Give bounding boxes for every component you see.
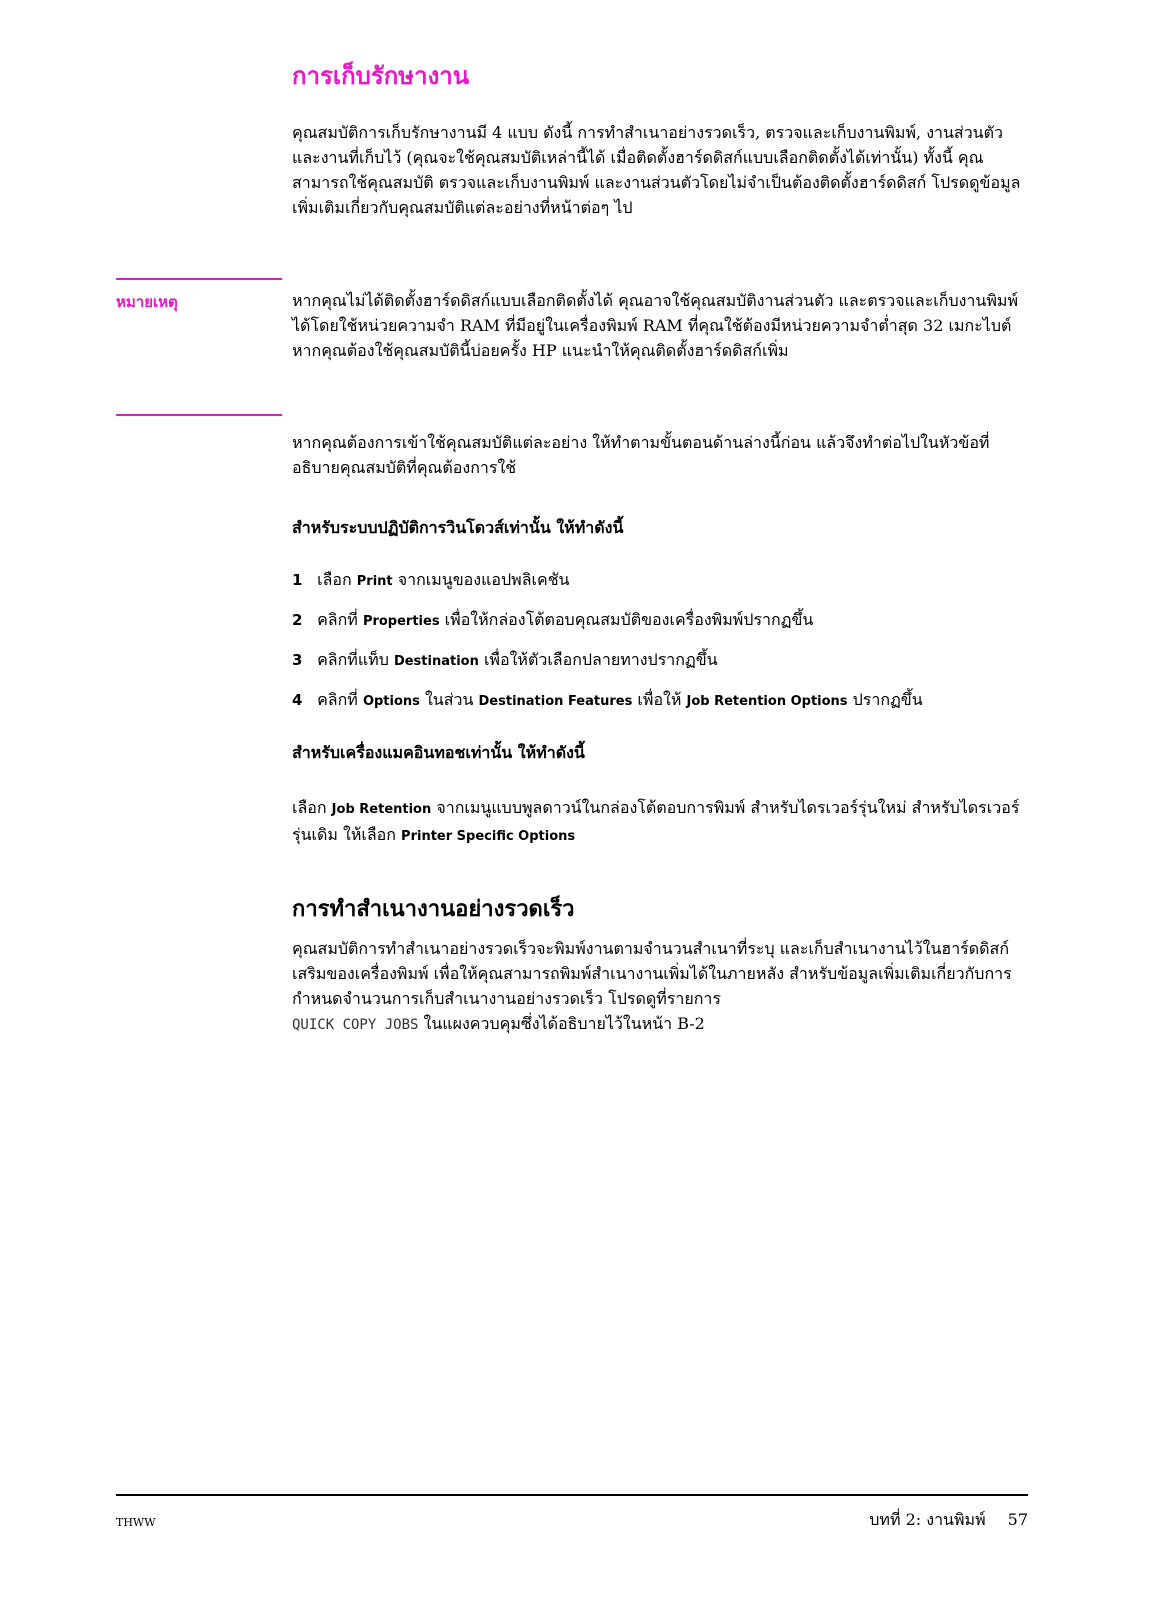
properties-command: Properties [362, 614, 440, 629]
windows-steps [292, 568, 1032, 728]
options-command: Options [362, 694, 420, 709]
quick-copy-jobs-menu-item: QUICK COPY JOBS [292, 1017, 419, 1033]
step-number: 1 [292, 571, 303, 589]
step-text: เลือก [317, 570, 352, 589]
footer-code: THWW [116, 1516, 156, 1529]
step-text: คลิกที่ [317, 610, 358, 629]
quick-copy-title: การทำสำเนางานอย่างรวดเร็ว [292, 897, 575, 922]
mac-paragraph [292, 795, 1032, 849]
page-title: การเก็บรักษางาน [292, 62, 470, 90]
footer-rule [116, 1494, 1028, 1496]
windows-heading: สำหรับระบบปฏิบัติการวินโดวส์เท่านั้น ให้ทำดังนี้ [292, 518, 624, 537]
mac-text: จากเมนูแบบพูลดาวน์ในกล่องโต้ตอบการพิมพ์ สำหรับไดรเวอร์รุ่นใหม่ สำหรับไดรเวอร์รุ่นเดิม ให้เลือก [292, 798, 1020, 844]
step-number: 3 [292, 651, 303, 669]
destination-tab-label: Destination [393, 654, 479, 669]
step-text: คลิกที่ [317, 690, 358, 709]
footer-chapter [869, 1508, 1028, 1533]
note-top-rule [116, 278, 282, 280]
print-command: Print [356, 574, 393, 589]
note-bottom-rule [116, 414, 282, 416]
chapter-label: บทที่ 2: งานพิมพ์ [869, 1510, 986, 1529]
destination-features-label: Destination Features [478, 694, 633, 709]
step-text: เพื่อให้กล่องโต้ตอบคุณสมบัติของเครื่องพิมพ์ปรากฏขึ้น [444, 610, 814, 629]
step-text: คลิกที่แท็บ [317, 650, 389, 669]
mac-heading: สำหรับเครื่องแมคอินทอชเท่านั้น ให้ทำดังนี้ [292, 743, 585, 762]
quick-copy-text-end: ในแผงควบคุมซึ่งได้อธิบายไว้ในหน้า B-2 [423, 1014, 705, 1033]
step-text: เพื่อให้ตัวเลือกปลายทางปรากฏขึ้น [483, 650, 718, 669]
job-retention-options-label: Job Retention Options [686, 694, 848, 709]
step-item [292, 648, 1032, 688]
job-retention-label: Job Retention [331, 802, 432, 817]
step-text: จากเมนูของแอปพลิเคชัน [397, 570, 570, 589]
step-item [292, 568, 1032, 608]
step-number: 4 [292, 691, 303, 709]
mac-text: เลือก [292, 798, 327, 817]
quick-copy-text: คุณสมบัติการทำสำเนาอย่างรวดเร็วจะพิมพ์งานตามจำนวนสำเนาที่ระบุ และเก็บสำเนางานไว้ในฮาร์ดดิสก์เสริมของเครื่องพิมพ์ เพื่อให้คุณสามารถพิมพ์สำเนางานเพิ่มได้ในภายหลัง สำหรับข้อมูลเพิ่มเติมเกี่ยวกับการกำหนดจำนวนการเก็บสำเนางานอย่างรวดเร็ว โปรดดูที่รายการ [292, 939, 1012, 1008]
printer-specific-options-label: Printer Specific Options [401, 829, 576, 844]
page-number: 57 [1007, 1510, 1028, 1529]
step-item [292, 688, 1032, 728]
access-paragraph: หากคุณต้องการเข้าใช้คุณสมบัติแต่ละอย่าง ให้ทำตามขั้นตอนด้านล่างนี้ก่อน แล้วจึงทำต่อไปในหัวข้อที่อธิบายคุณสมบัติที่คุณต้องการใช้ [292, 433, 990, 477]
step-text: ปรากฏขึ้น [852, 690, 923, 709]
note-text: หากคุณไม่ได้ติดตั้งฮาร์ดดิสก์แบบเลือกติดตั้งได้ คุณอาจใช้คุณสมบัติงานส่วนตัว และตรวจและเก็บงานพิมพ์ได้โดยใช้หน่วยความจำ RAM ที่มีอยู่ในเครื่องพิมพ์ RAM ที่คุณใช้ต้องมีหน่วยความจำต่ำสุด 32 เมกะไบต์ หากคุณต้องใช้คุณสมบัตินี้บ่อยครั้ง HP แนะนำให้คุณติดตั้งฮาร์ดดิสก์เพิ่ม [292, 291, 1018, 360]
step-number: 2 [292, 611, 303, 629]
intro-paragraph: คุณสมบัติการเก็บรักษางานมี 4 แบบ ดังนี้ การทำสำเนาอย่างรวดเร็ว, ตรวจและเก็บงานพิมพ์, งานส่วนตัว และงานที่เก็บไว้ (คุณจะใช้คุณสมบัติเหล่านี้ได้ เมื่อติดตั้งฮาร์ดดิสก์แบบเลือกติดตั้งได้เท่านั้น) ทั้งนี้ คุณสามารถใช้คุณสมบัติ ตรวจและเก็บงานพิมพ์ และงานส่วนตัวโดยไม่จำเป็นต้องติดตั้งฮาร์ดดิสก์ โปรดดูข้อมูลเพิ่มเติมเกี่ยวกับคุณสมบัติแต่ละอย่างที่หน้าต่อๆ ไป [292, 123, 1021, 217]
step-text: ในส่วน [424, 690, 474, 709]
step-text: เพื่อให้ [637, 690, 682, 709]
step-item [292, 608, 1032, 648]
note-label: หมายเหตุ [116, 293, 178, 311]
quick-copy-paragraph [292, 936, 1032, 1038]
